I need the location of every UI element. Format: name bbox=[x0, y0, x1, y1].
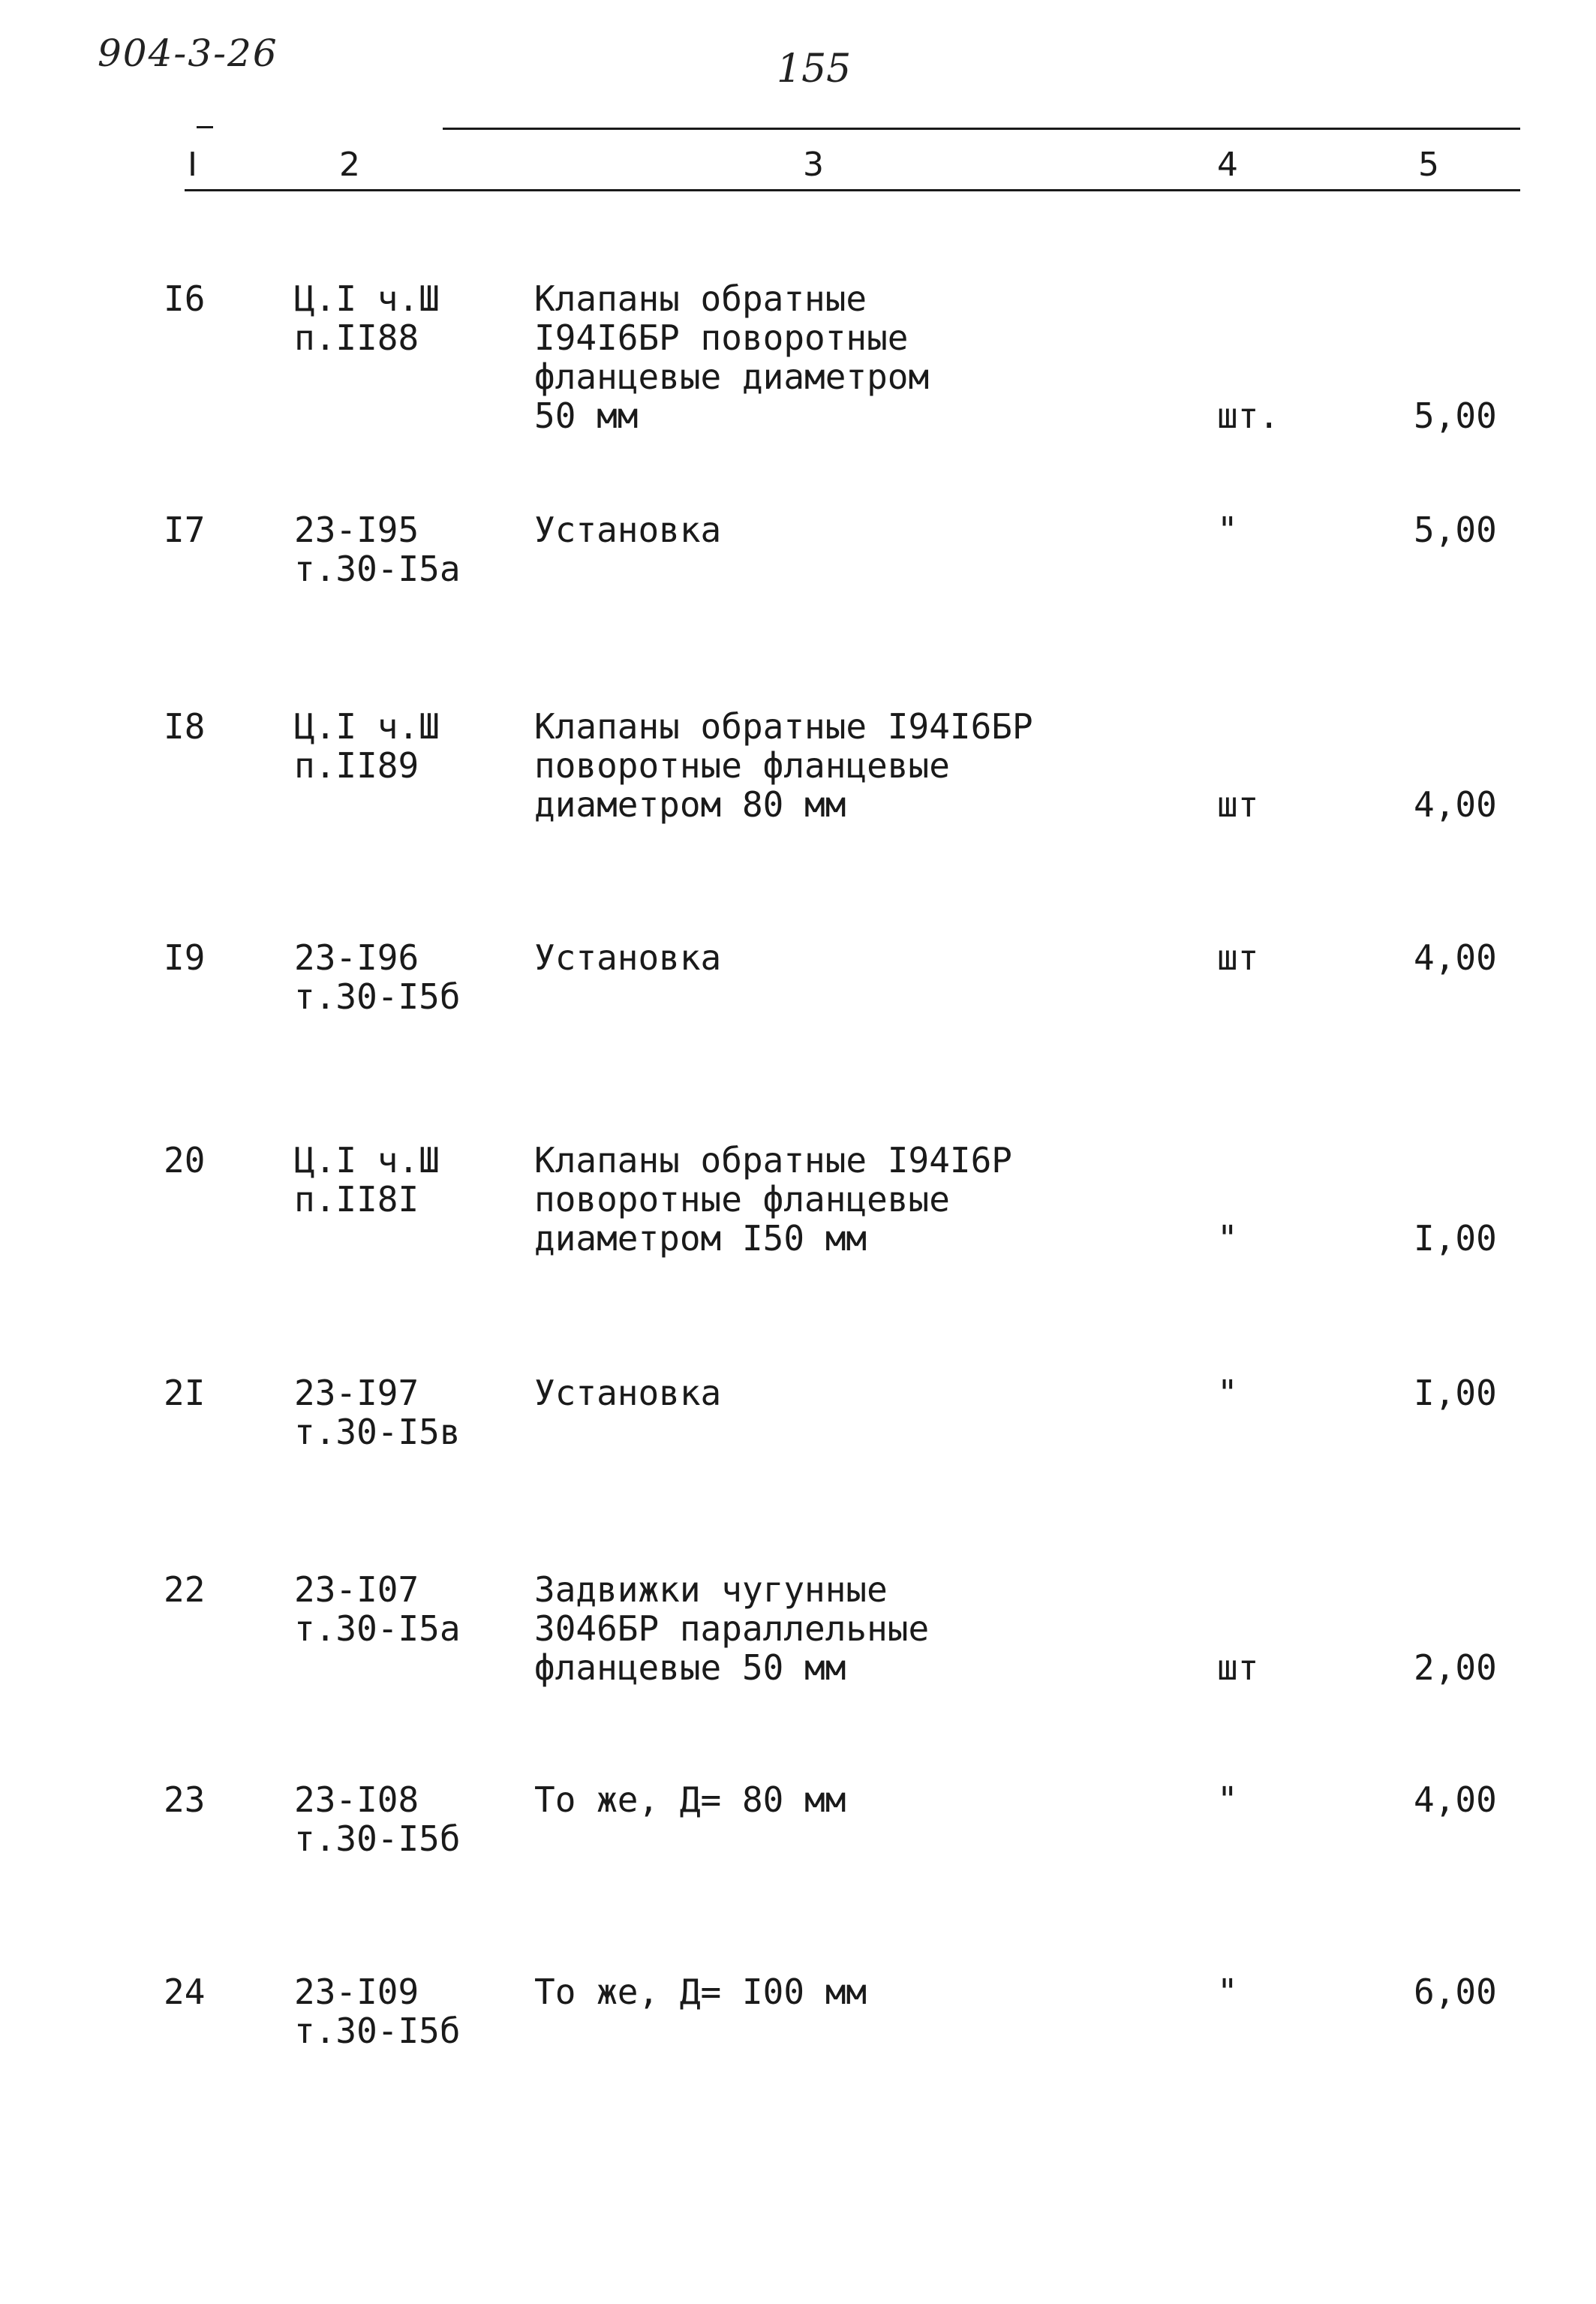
row-number: 22 bbox=[164, 1569, 206, 1610]
document-code: 904-3-26 bbox=[98, 32, 278, 75]
row-quantity: 4,00 bbox=[1414, 784, 1497, 825]
row-quantity: I,00 bbox=[1414, 1373, 1497, 1413]
row-unit: " bbox=[1217, 1373, 1238, 1413]
page-number: 155 bbox=[777, 47, 852, 92]
column-header-2: 2 bbox=[339, 146, 360, 184]
row-number: I9 bbox=[164, 937, 206, 978]
column-header-4: 4 bbox=[1217, 146, 1238, 184]
row-code: Ц.I ч.Ш п.II88 bbox=[294, 278, 440, 358]
header-divider-top bbox=[443, 128, 1520, 130]
header-divider-bottom bbox=[185, 189, 1520, 191]
row-number: 24 bbox=[164, 1972, 206, 2012]
row-description: Установка bbox=[534, 937, 722, 978]
row-quantity: 2,00 bbox=[1414, 1647, 1497, 1688]
row-quantity: 5,00 bbox=[1414, 396, 1497, 436]
row-unit: шт bbox=[1217, 937, 1259, 978]
row-number: 2I bbox=[164, 1373, 206, 1413]
row-unit: шт. bbox=[1217, 396, 1280, 436]
row-code: 23-I07 т.30-I5а bbox=[294, 1569, 461, 1649]
row-description: То же, Д= 80 мм bbox=[534, 1779, 846, 1820]
row-unit: шт bbox=[1217, 784, 1259, 825]
row-code: 23-I96 т.30-I5б bbox=[294, 937, 461, 1017]
column-header-1: I bbox=[188, 146, 197, 184]
row-number: I8 bbox=[164, 706, 206, 747]
row-description: Установка bbox=[534, 1373, 722, 1413]
row-unit: " bbox=[1217, 1972, 1238, 2012]
row-quantity: 4,00 bbox=[1414, 937, 1497, 978]
row-code: Ц.I ч.Ш п.II8I bbox=[294, 1140, 440, 1220]
header-divider-short bbox=[197, 126, 213, 128]
row-description: Установка bbox=[534, 510, 722, 550]
row-description: Клапаны обратные I94I6БР поворотные фланцевые диаметром 80 мм bbox=[534, 706, 1033, 825]
row-quantity: I,00 bbox=[1414, 1218, 1497, 1259]
row-quantity: 5,00 bbox=[1414, 510, 1497, 550]
row-code: 23-I08 т.30-I5б bbox=[294, 1779, 461, 1859]
row-unit: шт bbox=[1217, 1647, 1259, 1688]
row-number: 23 bbox=[164, 1779, 206, 1820]
row-code: Ц.I ч.Ш п.II89 bbox=[294, 706, 440, 786]
row-description: Задвижки чугунные 3046БР параллельные фланцевые 50 мм bbox=[534, 1569, 930, 1688]
row-quantity: 4,00 bbox=[1414, 1779, 1497, 1820]
row-code: 23-I09 т.30-I5б bbox=[294, 1972, 461, 2051]
row-unit: " bbox=[1217, 510, 1238, 550]
row-description: Клапаны обратные I94I6БР поворотные фланцевые диаметром 50 мм bbox=[534, 278, 930, 436]
column-header-5: 5 bbox=[1418, 146, 1439, 184]
row-unit: " bbox=[1217, 1779, 1238, 1820]
row-number: I7 bbox=[164, 510, 206, 550]
row-code: 23-I95 т.30-I5а bbox=[294, 510, 461, 589]
row-description: То же, Д= I00 мм bbox=[534, 1972, 867, 2012]
row-unit: " bbox=[1217, 1218, 1238, 1259]
row-code: 23-I97 т.30-I5в bbox=[294, 1373, 461, 1452]
row-number: 20 bbox=[164, 1140, 206, 1181]
row-quantity: 6,00 bbox=[1414, 1972, 1497, 2012]
row-number: I6 bbox=[164, 278, 206, 319]
column-header-3: 3 bbox=[803, 146, 824, 184]
row-description: Клапаны обратные I94I6Р поворотные фланцевые диаметром I50 мм bbox=[534, 1140, 1012, 1259]
